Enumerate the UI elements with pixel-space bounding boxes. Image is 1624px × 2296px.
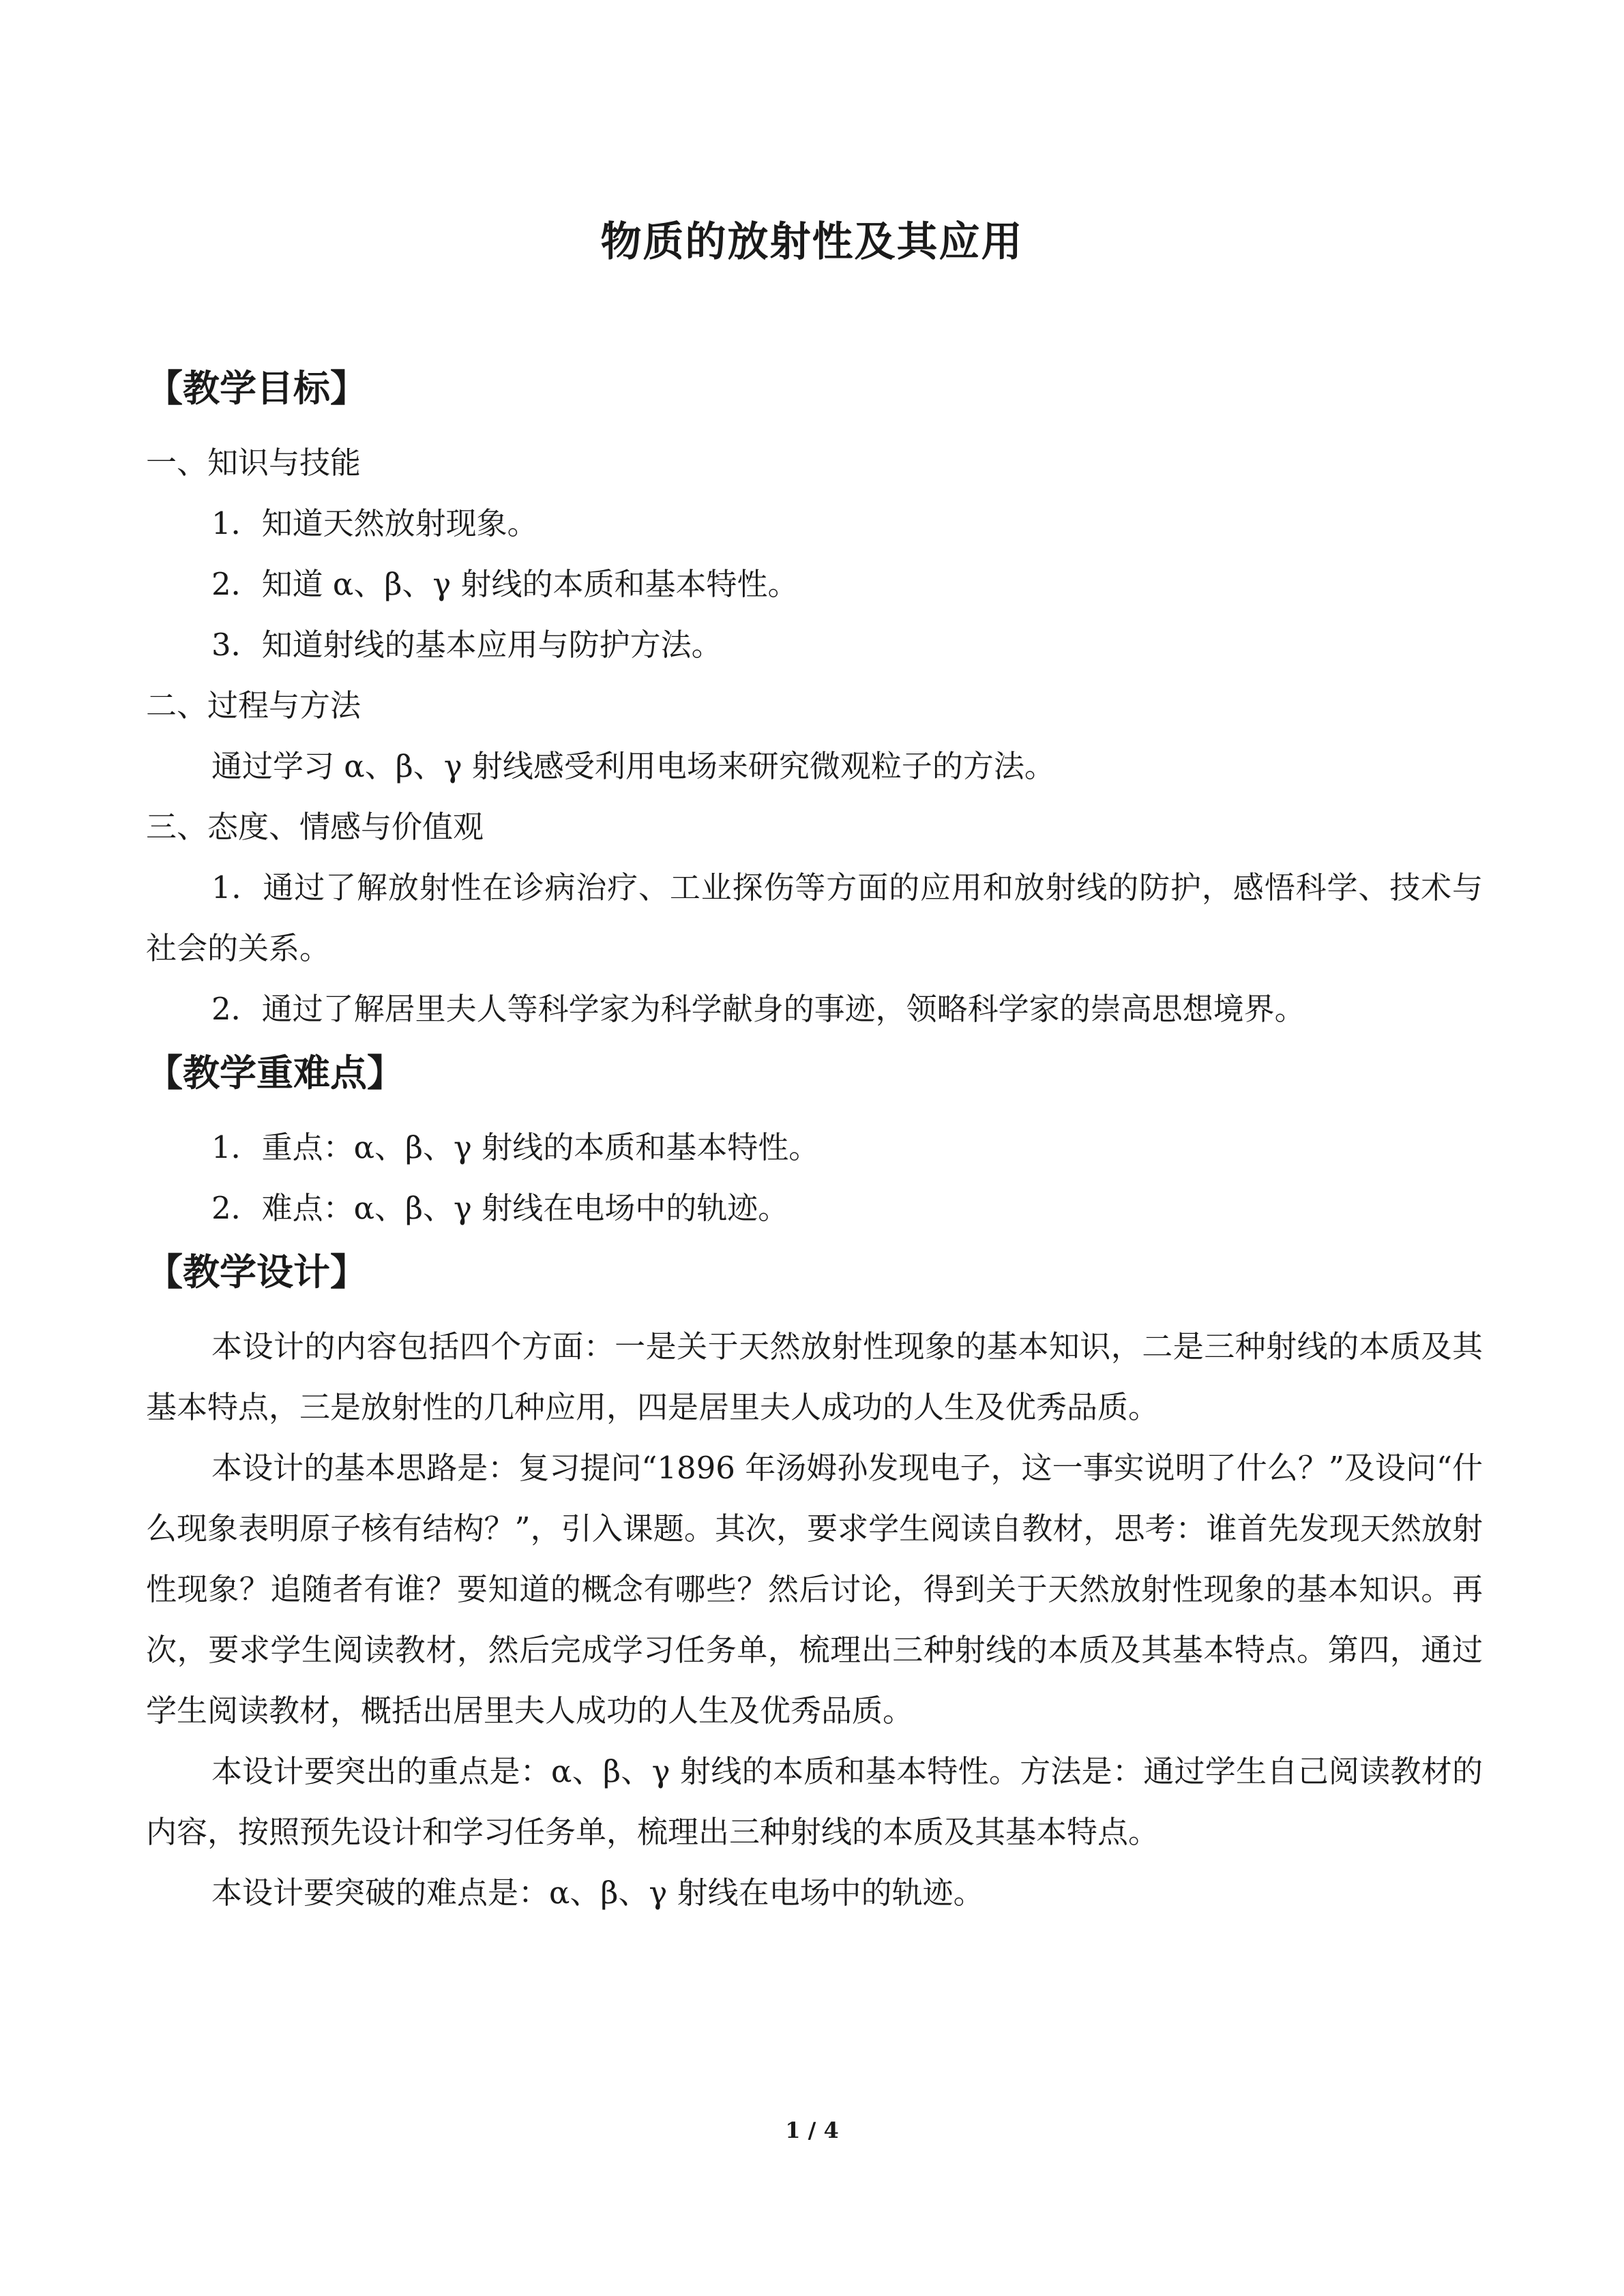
objective-item: 3．知道射线的基本应用与防护方法。 bbox=[211, 627, 722, 663]
section-heading-objectives: 【教学目标】 bbox=[146, 367, 367, 410]
objective-item: 通过学习 α、β、γ 射线感受利用电场来研究微观粒子的方法。 bbox=[211, 748, 1055, 784]
objective-item: 2．通过了解居里夫人等科学家为科学献身的事迹，领略科学家的崇高思想境界。 bbox=[211, 991, 1305, 1027]
design-paragraph: 本设计的基本思路是：复习提问“1896 年汤姆孙发现电子，这一事实说明了什么？”及设问“什么现象表明原子核有结构？”，引入课题。其次，要求学生阅读自教材，思考：谁首先发现天然放射性现象？追随者有谁？要知道的概念有哪些？然后讨论，得到关于天然放射性现象的基本知识。再次，要求学生阅读教材，然后完成学习任务单，梳理出三种射线的本质及其基本特点。第四，通过学生阅读教材，概括出居里夫人成功的人生及优秀品质。 bbox=[146, 1450, 1483, 1729]
objective-item: 2．知道 α、β、γ 射线的本质和基本特性。 bbox=[211, 566, 799, 602]
document-body bbox=[146, 355, 1483, 1923]
key-point-item: 1．重点：α、β、γ 射线的本质和基本特性。 bbox=[211, 1129, 820, 1165]
subheading-attitude-values: 三、态度、情感与价值观 bbox=[146, 809, 484, 845]
page-number: 1 / 4 bbox=[785, 2117, 839, 2143]
subheading-process-method: 二、过程与方法 bbox=[146, 687, 361, 724]
subheading-knowledge-skills: 一、知识与技能 bbox=[146, 445, 361, 481]
document-title: 物质的放射性及其应用 bbox=[600, 218, 1024, 266]
design-paragraph: 本设计要突破的难点是：α、β、γ 射线在电场中的轨迹。 bbox=[211, 1875, 984, 1911]
section-heading-key-points: 【教学重难点】 bbox=[146, 1052, 404, 1094]
design-paragraph: 本设计的内容包括四个方面：一是关于天然放射性现象的基本知识，二是三种射线的本质及其基本特点，三是放射性的几种应用，四是居里夫人成功的人生及优秀品质。 bbox=[146, 1328, 1483, 1425]
design-paragraph: 本设计要突出的重点是：α、β、γ 射线的本质和基本特性。方法是：通过学生自己阅读教材的内容，按照预先设计和学习任务单，梳理出三种射线的本质及其基本特点。 bbox=[146, 1753, 1483, 1850]
key-point-item: 2．难点：α、β、γ 射线在电场中的轨迹。 bbox=[211, 1190, 789, 1226]
section-heading-design: 【教学设计】 bbox=[146, 1251, 367, 1294]
objective-paragraph: 1．通过了解放射性在诊病治疗、工业探伤等方面的应用和放射线的防护，感悟科学、技术与社会的关系。 bbox=[146, 869, 1483, 966]
objective-item: 1．知道天然放射现象。 bbox=[211, 505, 538, 541]
